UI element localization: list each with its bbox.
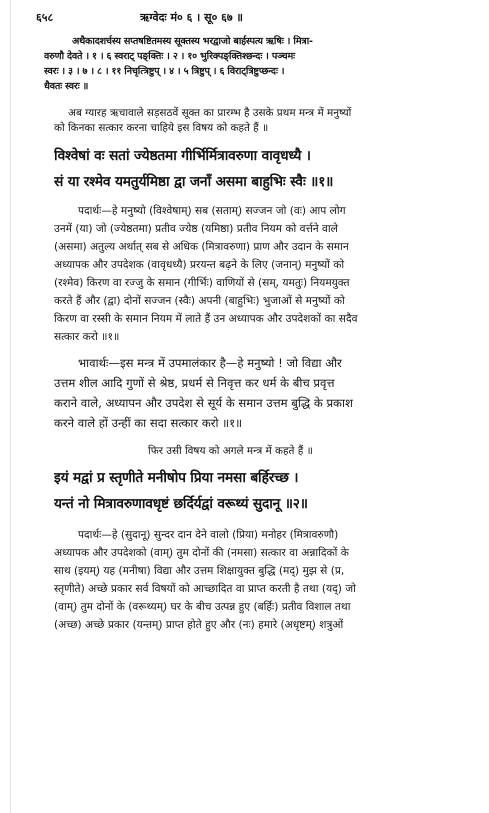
padartha-line: (अच्छ) अच्छे प्रकार (यन्तम्) प्राप्त होते हुए और (नः) हमारे (अधृष्टम्) शत्रुओं — [54, 619, 344, 631]
padartha-line: पदार्थः—हे (सुदानू) सुन्दर दान देने वालो (प्रिया) मनोहर (मित्रावरुणौ) — [78, 529, 339, 541]
page-edge-shadow — [10, 0, 11, 813]
mantra-verse-line: सं या रश्मेव यमतुर्यमिष्ठा द्वा जनाँ असमा बाहुभिः स्वैः ॥१॥ — [54, 174, 334, 190]
meta-line: वरुणौ देवते । १ । ६ स्वराट् पङ्क्तिः । २ । १० भुरिक्पङ्क्तिश्छन्दः । पञ्चमः — [44, 51, 295, 62]
padartha-line: (रश्मेव) किरण वा रज्जु के समान (गीर्भिः) वाणियों से (सम्, यमतुः) नियमयुक्त — [54, 277, 350, 289]
padartha-line: साथ (इयम्) यह (मनीषा) विद्या और उत्तम शिक्षायुक्त बुद्धि (मद्) मुझ से (प्र, — [54, 565, 345, 577]
padartha-line: स्तृणीते) अच्छे प्रकार सर्व विषयों को आच्छादित वा प्राप्त करती है तथा (यद्) जो — [54, 583, 356, 595]
padartha-line: अध्यापक और उपदेशक (वावृधध्यै) प्ररयन्त बढ़ने के लिए (जनान्) मनुष्यों को — [54, 259, 345, 271]
bhavartha-line: कराने वाले, अध्यापन और उपदेश से सूर्य के समान उत्तम बुद्धि के प्रकाश — [54, 396, 353, 410]
page-number: ६५८ — [36, 11, 54, 24]
meta-line: धैवतः स्वरः ॥ — [44, 81, 89, 92]
padartha-line: किरण वा रस्सी के समान नियम में लाते हैं उन अध्यापक और उपदेशकों का सदैव — [54, 313, 358, 325]
mantra-verse-line: इयं मद्वां प्र स्तृणीते मनीषोप प्रिया नमसा बर्हिरच्छ । — [54, 470, 299, 486]
padartha-line: उनमें (या) जो (ज्येष्ठतमा) प्रतीव ज्येष्ठ (यमिष्ठा) प्रतीव नियम को वर्त्तने वाले — [54, 223, 338, 235]
bhavartha-line: करने वाले हों उन्हीं का सदा सत्कार करो ॥१॥ — [54, 416, 243, 430]
mantra-verse-line: विश्वेषां वः सतां ज्येष्ठतमा गीर्भिर्मित्रावरुणा वावृधध्यै । — [54, 148, 311, 164]
padartha-line: (वाम्) तुम दोनों के (वरूथ्यम्) घर के बीच उत्पन्न हुए (बर्हिः) प्रतीव विशाल तथा — [54, 601, 351, 613]
padartha-line: पदार्थः—हे मनुष्यो (विश्वेषाम्) सब (सताम्) सज्जन जो (वः) आप लोग — [78, 205, 346, 217]
bhavartha-line: भावार्थः—इस मन्त्र में उपमालंकार है—हे मनुष्यो ! जो विद्या और — [78, 356, 342, 370]
intro-line: अब ग्यारह ऋचावाले सड़सठवें सूक्त का प्रारम्भ है उसके प्रथम मन्त्र में मनुष्यों — [68, 107, 352, 119]
intro-line: को किनका सत्कार करना चाहिये इस विषय को कहते हैं ॥ — [54, 122, 269, 134]
padartha-line: (असमा) अतुल्य अर्थात् सब से अधिक (मित्रावरुणा) प्राण और उदान के समान — [54, 241, 349, 253]
intro-line: फिर उसी विषय को अगले मन्त्र में कहते हैं ॥ — [148, 445, 313, 457]
mantra-verse-line: यन्तं नो मित्रावरुणावधृष्टं छर्दिर्यद्वां वरूथ्यं सुदानू ॥२॥ — [54, 496, 308, 512]
padartha-line: सत्कार करो ॥१॥ — [54, 331, 120, 343]
meta-line: स्वरः । ३ । ७ । ८ । ११ निचृत्त्रिष्टुप् । ४ । ५ त्रिष्टुप् । ६ विराट्त्रिष्टुप्छन्दः । — [44, 66, 285, 77]
padartha-line: अध्यापक और उपदेशको (वाम्) तुम दोनों की (नमसा) सत्कार वा अन्नादिकों के — [54, 547, 349, 559]
meta-line: अथैकादशर्चस्य सप्तषष्टितमस्य सूक्तस्य भरद्वाजो बार्हस्पत्य ऋषिः । मित्रा- — [72, 36, 313, 47]
running-title: ऋग्वेदः मं० ६ । सू० ६७ ॥ — [140, 11, 244, 24]
bhavartha-line: उत्तम शील आदि गुणों से श्रेष्ठ, प्रधर्म से निवृत्त कर धर्म के बीच प्रवृत्त — [54, 376, 335, 390]
padartha-line: करते हैं और (द्वा) दोनों सज्जन (स्वैः) अपनी (बाहुभिः) भुजाओं से मनुष्यों को — [54, 295, 345, 307]
